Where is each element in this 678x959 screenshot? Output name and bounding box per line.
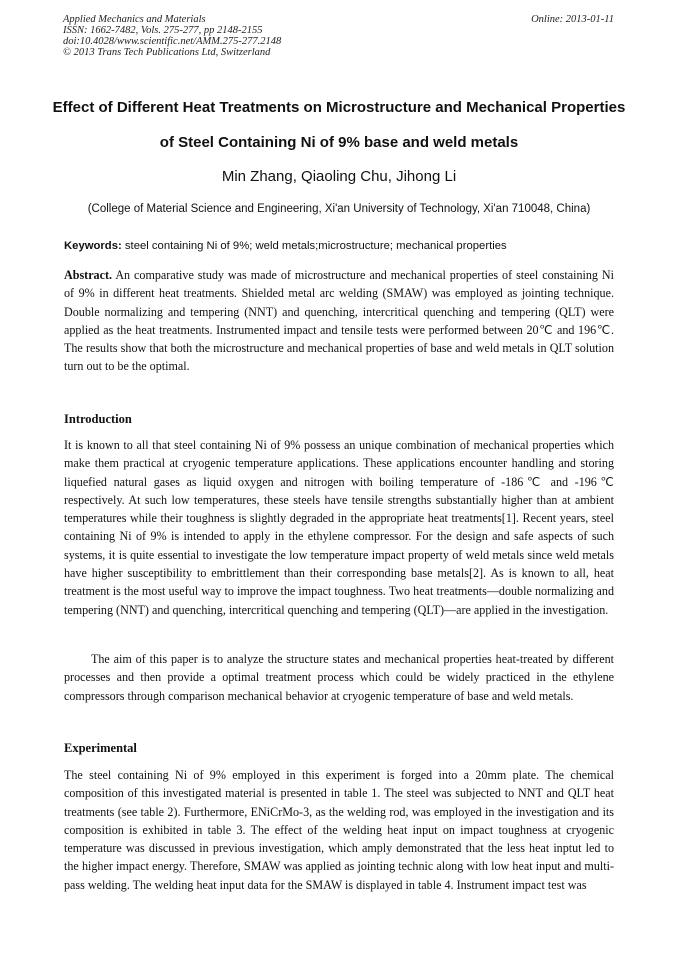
- keywords-label: Keywords:: [64, 240, 122, 252]
- keywords-text: steel containing Ni of 9%; weld metals;microstructure; mechanical properties: [124, 240, 507, 252]
- keywords: [64, 240, 624, 252]
- journal-name: Applied Mechanics and Materials: [63, 14, 206, 25]
- introduction-heading: Introduction: [64, 412, 132, 426]
- abstract-text: An comparative study was made of microstructure and mechanical properties of steel constaining Ni of 9% in different heat treatments. Shielded metal arc welding (SMAW) was employed as jointing technique. Double normalizing and tempering (NNT) and quenching, intercritical quenching and tempering (QLT) were applied as the heat treatments. Instrumented impact and tensile tests were performed between 20℃ and 196℃. The results show that both the microstructure and mechanical properties of base and weld metals in QLT solution turn out to be the optimal.: [64, 268, 614, 374]
- abstract-label: Abstract.: [64, 268, 113, 282]
- experimental-heading: Experimental: [64, 741, 137, 755]
- introduction-paragraph-2: The aim of this paper is to analyze the structure states and mechanical properties heat-treated by different processes and then provide a optimal treatment process which could be widely practiced in the ethylene compressors through comparison mechanical behavior at cryogenic temperature of base and weld metals.: [64, 652, 614, 703]
- online-date: Online: 2013-01-11: [531, 14, 614, 25]
- introduction-paragraph-1: It is known to all that steel containing Ni of 9% possess an unique combination of mechanical properties which make them practical at cryogenic temperature applications. These applications encounter handling and storing liquefied natural gases as liquid oxygen and nitrogen with boiling temperature of -186℃ and -196℃ respectively. At such low temperatures, these steels have tensile strengths substantially higher than at ambient temperatures while their toughness is slightly degraded in the appropriate heat treatments[1]. Recent years, steel containing Ni of 9% is intended to apply in the ethylene compressor. For the design and safe aspects of such systems, it is quite essential to investigate the low temperature impact property of weld metals since weld metals have higher susceptibility to embrittlement than their corresponding base metals[2]. As is known to all, heat treatment is the most useful way to improve the impact toughness. Two heat treatments—double normalizing and tempering (NNT) and quenching, intercritical quenching and tempering (QLT)—are applied in the investigation.: [64, 438, 614, 617]
- abstract: [64, 266, 614, 376]
- doi-line[interactable]: doi:10.4028/www.scientific.net/AMM.275-277.2148: [63, 36, 282, 47]
- affiliation: (College of Material Science and Engineering, Xi'an University of Technology, Xi'an 710048, China): [87, 203, 591, 215]
- journal-header: [63, 14, 281, 58]
- authors: Min Zhang, Qiaoling Chu, Jihong Li: [221, 168, 457, 185]
- copyright-line: © 2013 Trans Tech Publications Ltd, Switzerland: [63, 47, 271, 58]
- issn-line: ISSN: 1662-7482, Vols. 275-277, pp 2148-2155: [63, 25, 263, 36]
- experimental-paragraph-1: The steel containing Ni of 9% employed in this experiment is forged into a 20mm plate. The chemical composition of this investigated material is presented in table 1. The steel was subjected to NNT and QLT heat treatments (see table 2). Furthermore, ENiCrMo-3, as the welding rod, was employed in the investigation and its composition is exhibited in table 3. The effect of the welding heat input on impact toughness at cryogenic temperature was discussed in previous investigation, which amply demonstrated that the less heat inptut led to the higher impact energy. Therefore, SMAW was applied as jointing technic along with low heat input and multi-pass welding. The welding heat input data for the SMAW is displayed in table 4. Instrument impact test was: [64, 768, 614, 892]
- paper-title: Effect of Different Heat Treatments on Microstructure and Mechanical Properties of Steel Containing Ni of 9% base and weld metals: [52, 99, 626, 151]
